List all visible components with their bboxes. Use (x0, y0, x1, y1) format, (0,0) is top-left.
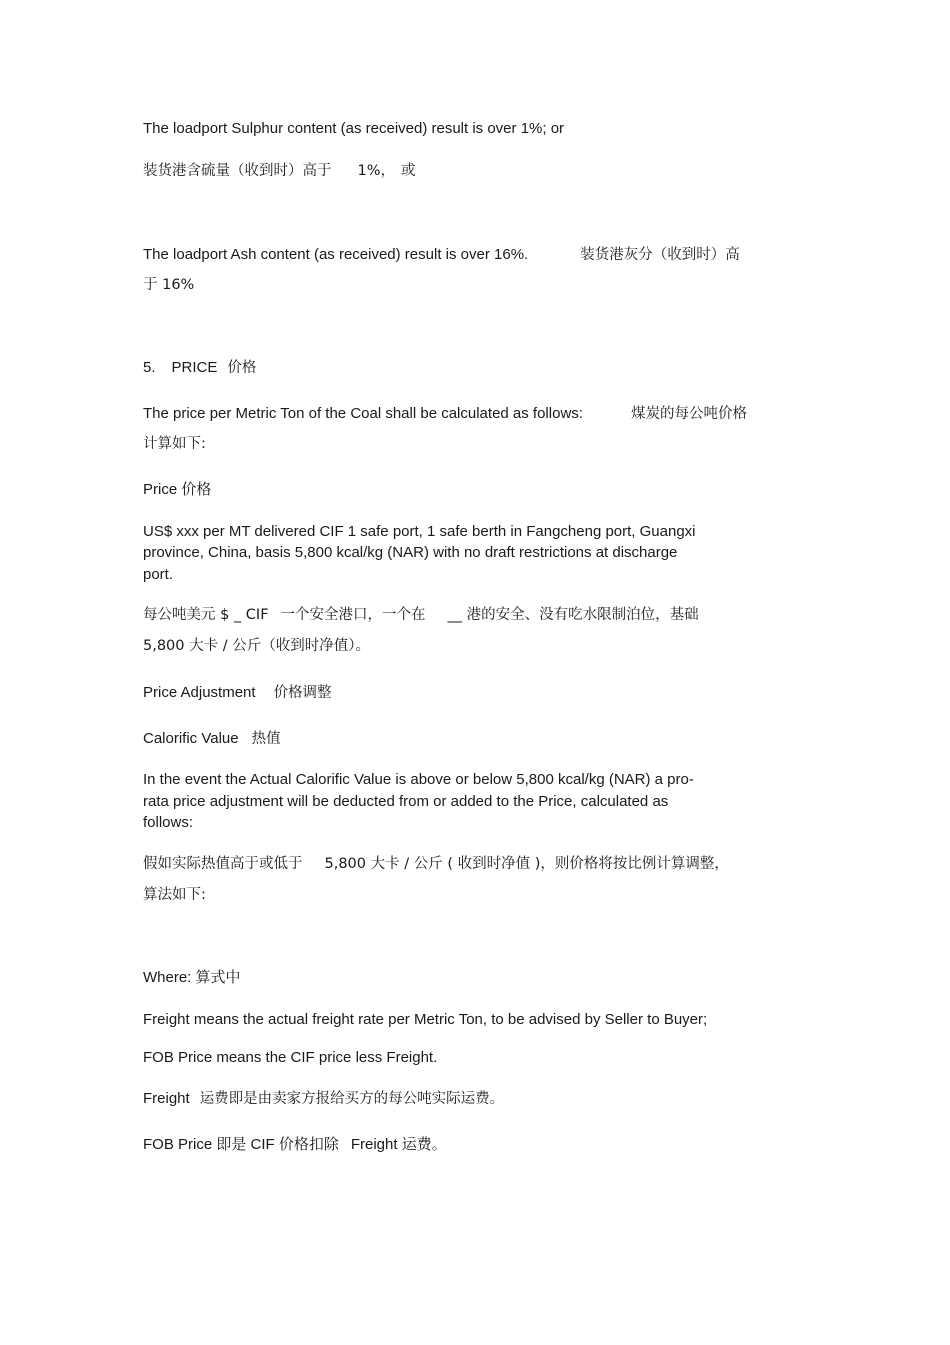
section-title-en: PRICE (171, 359, 218, 376)
price-zh-part-b: 一个安全港口，一个在 (280, 607, 426, 623)
section-heading (143, 357, 256, 379)
adjustment-zh: 价格调整 (273, 685, 332, 701)
event-en-line-3: follows: (143, 814, 194, 831)
price-label: Price 价格 (143, 481, 212, 498)
sulphur-zh-or: 或 (401, 163, 416, 179)
sulphur-clause-zh (143, 161, 416, 182)
price-zh-part-c: __ 港的安全、没有吃水限制泊位，基础 (447, 607, 699, 623)
event-zh-part-a: 假如实际热值高于或低于 (143, 856, 303, 872)
price-calc-zh: 煤炭的每公吨价格 (630, 406, 747, 422)
sulphur-zh-value: 1%， (357, 163, 396, 179)
price-zh-part-a: 每公吨美元 $ _ CIF (143, 607, 269, 623)
price-para-zh-line-1 (143, 605, 699, 626)
section-title-zh: 价格 (227, 360, 257, 376)
freight-definition-en: Freight means the actual freight rate per Metric Ton, to be advised by Seller to Buyer; (143, 1011, 708, 1028)
section-number: 5. (143, 359, 156, 376)
freight-zh-text: 运费即是由卖家方报给买方的每公吨实际运费。 (199, 1091, 505, 1107)
price-calc-en: The price per Metric Ton of the Coal shall be calculated as follows: (143, 405, 583, 422)
fob-zh-part-b: Freight 运费。 (350, 1136, 447, 1153)
where-label: Where: 算式中 (143, 969, 241, 986)
calorific-en: Calorific Value (143, 730, 239, 747)
freight-definition-zh (143, 1088, 504, 1110)
price-para-en-line-1: US$ xxx per MT delivered CIF 1 safe port, 1 safe berth in Fangcheng port, Guangxi (143, 523, 696, 540)
price-adjustment-heading (143, 682, 332, 704)
ash-zh-text: 装货港灰分（收到时）高 (580, 247, 740, 263)
price-para-en-line-3: port. (143, 566, 174, 583)
price-para-zh-line-2: 5,800 大卡 / 公斤（收到时净值）。 (143, 638, 370, 654)
fob-definition-en: FOB Price means the CIF price less Freight. (143, 1049, 438, 1066)
fob-definition-zh (143, 1134, 447, 1155)
sulphur-clause-en: The loadport Sulphur content (as received) result is over 1%; or (143, 120, 565, 137)
ash-clause-en (143, 244, 740, 266)
price-calc-zh-cont: 计算如下: (143, 436, 206, 452)
freight-zh-term: Freight (143, 1090, 190, 1107)
ash-en-text: The loadport Ash content (as received) result is over 16%. (143, 246, 529, 263)
ash-clause-zh-cont: 于 16% (143, 277, 195, 293)
event-zh-line-2: 算法如下: (143, 887, 206, 903)
event-zh-part-b: 5,800 大卡 / 公斤 ( 收到时净值 )，则价格将按比例计算调整， (324, 856, 729, 872)
price-para-en-line-2: province, China, basis 5,800 kcal/kg (NAR) with no draft restrictions at discharge (143, 544, 678, 561)
calorific-zh: 热值 (251, 731, 281, 747)
event-zh-line-1 (143, 854, 729, 875)
price-calc-line (143, 403, 747, 425)
event-en-line-1: In the event the Actual Calorific Value is above or below 5,800 kcal/kg (NAR) a pro- (143, 771, 694, 788)
event-en-line-2: rata price adjustment will be deducted from or added to the Price, calculated as (143, 793, 669, 810)
sulphur-zh-text: 装货港含硫量（收到时）高于 (143, 163, 332, 179)
fob-zh-part-a: FOB Price 即是 CIF 价格扣除 (143, 1136, 339, 1153)
adjustment-en: Price Adjustment (143, 684, 256, 701)
calorific-heading (143, 728, 281, 750)
